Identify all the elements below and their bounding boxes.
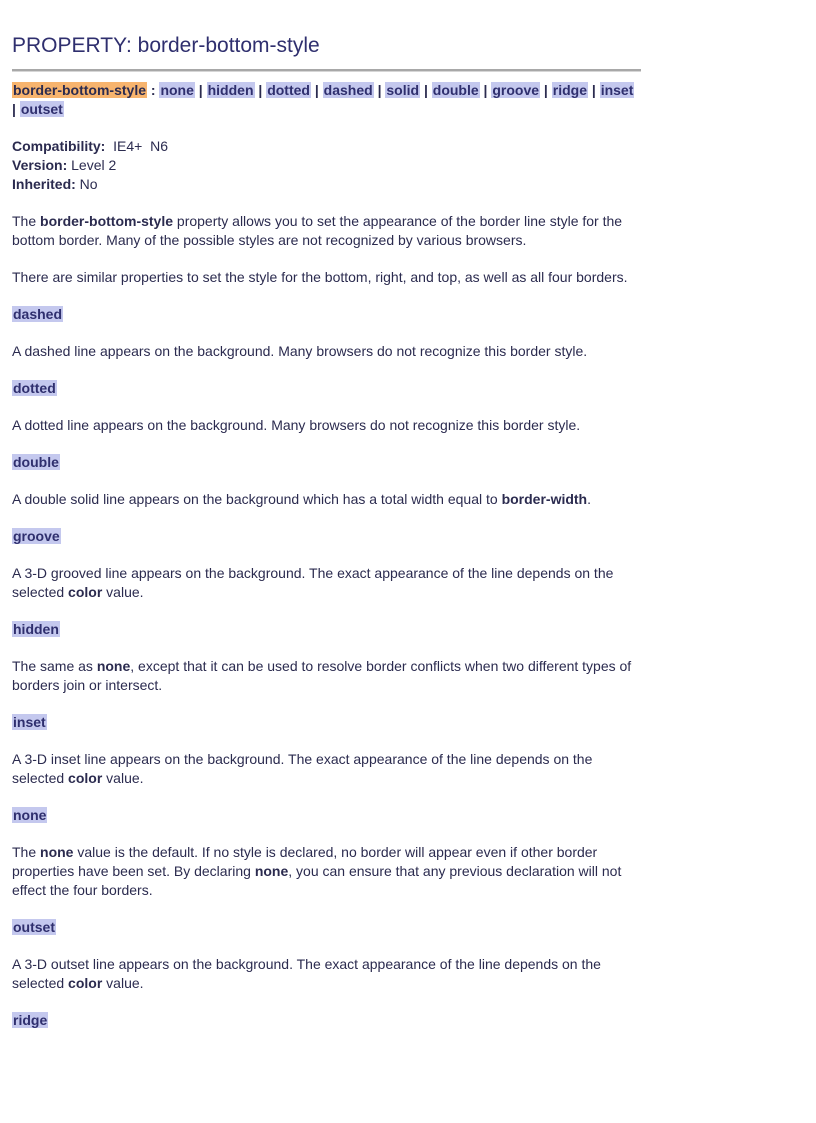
section-heading-inset	[12, 713, 642, 732]
section-bold-term: color	[68, 975, 103, 991]
section-heading-hidden	[12, 620, 642, 639]
section-bold-term: none	[96, 658, 131, 674]
section-text-inset	[12, 750, 642, 788]
section-bold-term: color	[68, 584, 103, 600]
section-text: , you can ensure that any previous declaration will not effect the four borders.	[12, 863, 622, 898]
section-text: A 3-D outset line appears on the background. The exact appearance of the line depends on the selected	[12, 956, 601, 991]
intro-text: property allows you to set the appearance of the border line style for the bottom border. Many of the possible styles are not recognized by various browsers.	[12, 213, 623, 248]
keyword-dashed: dashed	[13, 306, 63, 322]
section-text: .	[587, 491, 591, 507]
compatibility-label: Compatibility:	[12, 138, 106, 154]
section-heading-dotted	[12, 379, 642, 398]
section-text-dashed: A dashed line appears on the background. Many browsers do not recognize this border style.	[12, 343, 588, 359]
inherited-label: Inherited:	[12, 176, 76, 192]
keyword-ridge: ridge	[13, 1012, 48, 1028]
section-heading-ridge	[12, 1011, 642, 1030]
syntax-value-link-inset[interactable]: inset	[600, 82, 634, 98]
section-heading-groove	[12, 527, 642, 546]
syntax-value-link-solid[interactable]: solid	[386, 82, 420, 98]
syntax-value-link-outset[interactable]: outset	[20, 101, 63, 117]
syntax-value-link-hidden[interactable]: hidden	[207, 82, 254, 98]
compatibility-row	[12, 137, 642, 156]
section-text-outset	[12, 955, 642, 993]
page-title: PROPERTY: border-bottom-style	[12, 34, 320, 57]
compatibility-value: IE4+ N6	[113, 138, 168, 154]
syntax-line: border-bottom-style : none | hidden | dotted | dashed | solid | double | groove | ridge | inset | outset	[12, 82, 634, 117]
intro-property-name: border-bottom-style	[40, 213, 174, 229]
syntax-value-link-none[interactable]: none	[160, 82, 194, 98]
syntax-value-link-groove[interactable]: groove	[492, 82, 540, 98]
section-text: A 3-D grooved line appears on the background. The exact appearance of the line depends on the selected	[12, 565, 614, 600]
version-row	[12, 156, 642, 175]
section-text: A double solid line appears on the background which has a total width equal to	[12, 491, 502, 507]
document-content	[12, 81, 642, 1048]
section-text: A 3-D inset line appears on the background. The exact appearance of the line depends on the selected	[12, 751, 593, 786]
section-bold-term: color	[68, 770, 103, 786]
syntax-value-link-dotted[interactable]: dotted	[267, 82, 310, 98]
section-bold-term: none	[254, 863, 289, 879]
intro-paragraph-1	[12, 212, 642, 250]
section-heading-outset	[12, 918, 642, 937]
syntax-colon: :	[150, 82, 156, 98]
syntax-value-link-ridge[interactable]: ridge	[552, 82, 587, 98]
section-bold-term: none	[40, 844, 74, 860]
keyword-outset: outset	[13, 919, 55, 935]
inherited-row	[12, 175, 642, 194]
section-heading-dashed	[12, 305, 642, 324]
section-text: value is the default. If no style is declared, no border will appear even if other border properties have been set. By declaring	[12, 844, 598, 879]
section-text-dotted: A dotted line appears on the background. Many browsers do not recognize this border style.	[12, 417, 581, 433]
section-text: value.	[102, 975, 144, 991]
section-text-double	[12, 490, 642, 509]
section-bold-term: border-width	[501, 491, 588, 507]
syntax-property: border-bottom-style	[13, 82, 146, 98]
version-value: Level 2	[71, 157, 117, 173]
section-text: The same as	[12, 658, 97, 674]
section-text: , except that it can be used to resolve border conflicts when two different types of borders join or intersect.	[12, 658, 632, 693]
syntax-value-link-dashed[interactable]: dashed	[323, 82, 373, 98]
keyword-dotted: dotted	[13, 380, 56, 396]
section-text: value.	[102, 770, 144, 786]
keyword-inset: inset	[13, 714, 46, 730]
keyword-groove: groove	[13, 528, 60, 544]
property-metadata	[12, 137, 642, 194]
section-heading-double	[12, 453, 642, 472]
keyword-double: double	[13, 454, 59, 470]
title-divider	[12, 69, 641, 72]
syntax-value-link-double[interactable]: double	[432, 82, 479, 98]
section-heading-none	[12, 806, 642, 825]
inherited-value: No	[79, 176, 98, 192]
intro-paragraph-2: There are similar properties to set the style for the bottom, right, and top, as well as all four borders.	[12, 269, 628, 285]
keyword-none: none	[13, 807, 47, 823]
intro-text: The	[12, 213, 41, 229]
section-text-hidden	[12, 657, 642, 695]
section-text: value.	[102, 584, 144, 600]
keyword-hidden: hidden	[13, 621, 59, 637]
section-text: The	[12, 844, 41, 860]
version-label: Version:	[12, 157, 68, 173]
section-text-groove	[12, 564, 642, 602]
section-text-none	[12, 843, 642, 900]
